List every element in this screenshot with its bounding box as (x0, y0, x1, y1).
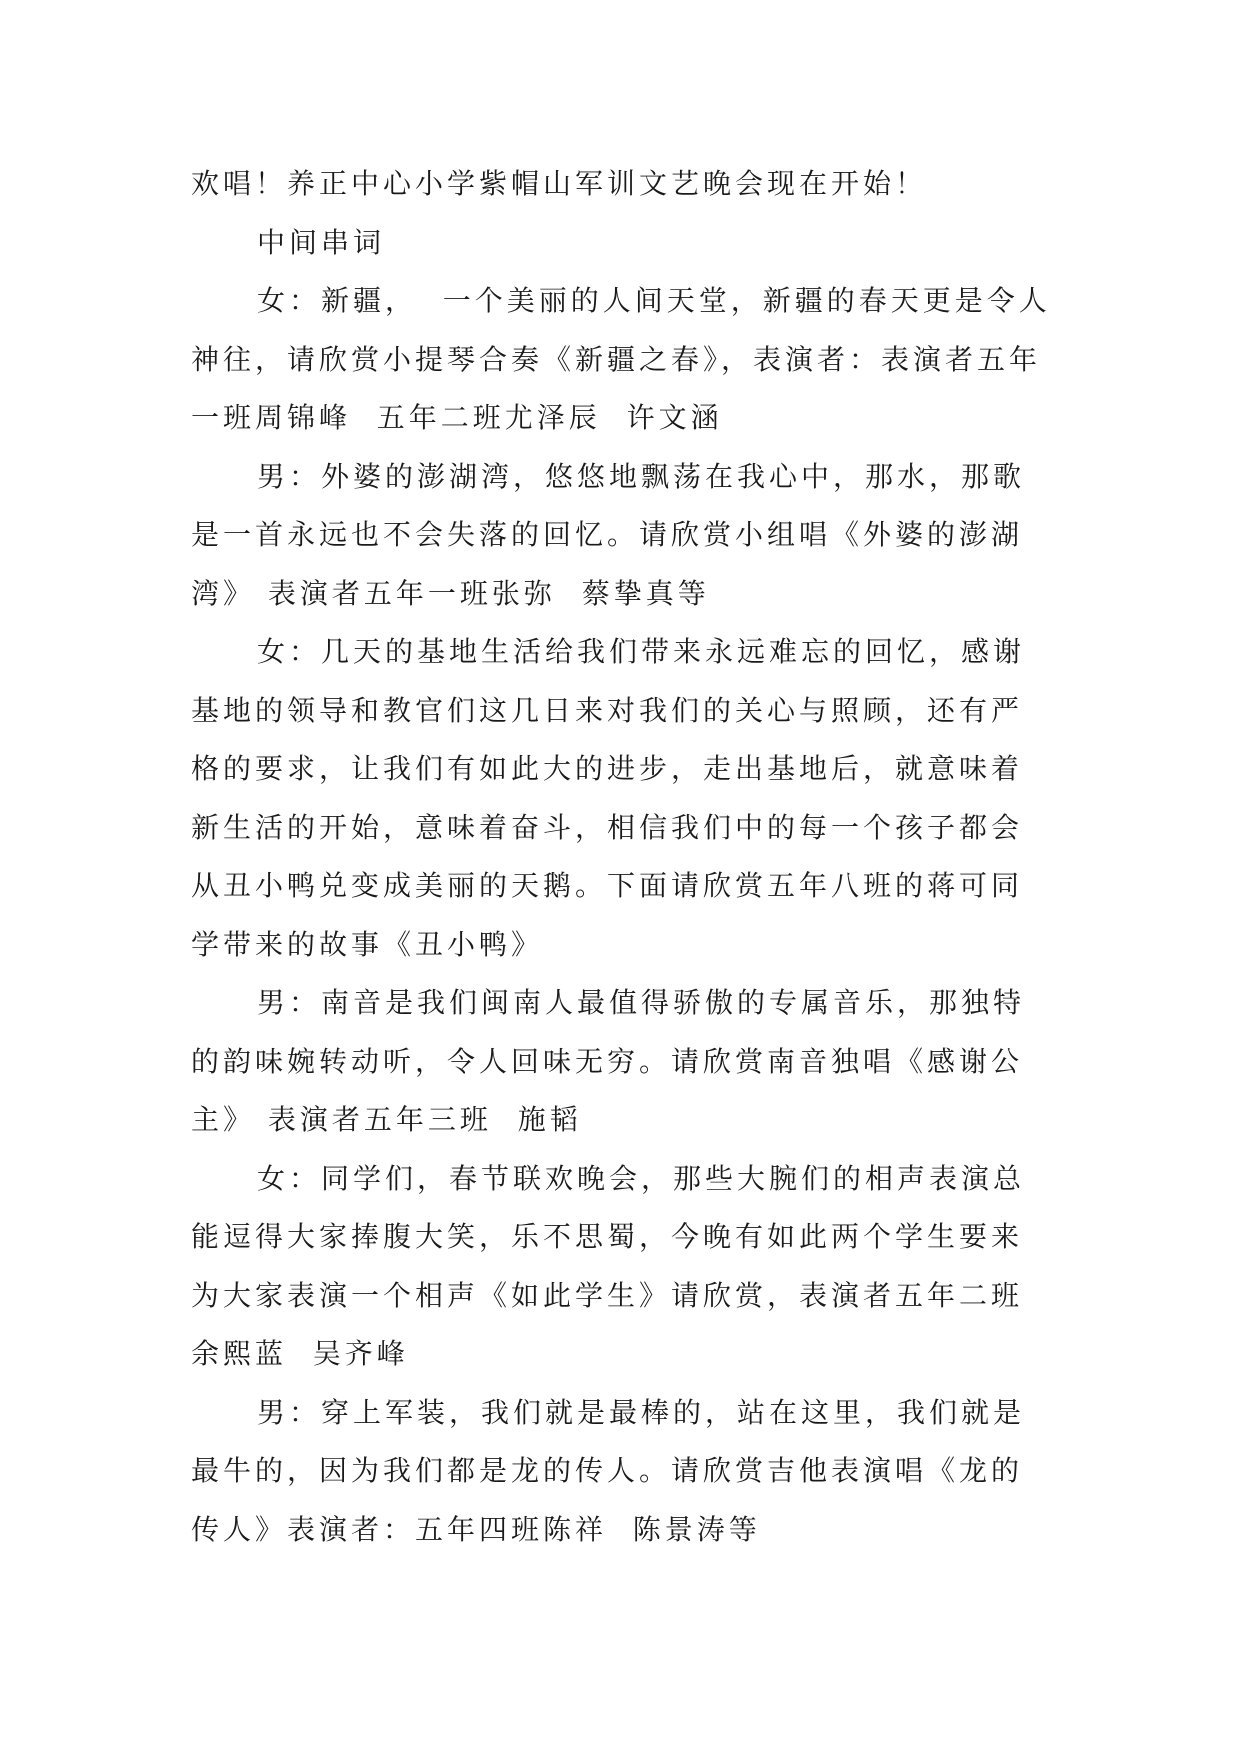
paragraph-male-nanyin: 男：南音是我们闽南人最值得骄傲的专属音乐，那独特的韵味婉转动听，令人回味无穷。请欣赏南音独唱《感谢公主》 表演者五年三班 施韬 (191, 986, 1026, 1136)
paragraph-female-xinjiang: 女：新疆， 一个美丽的人间天堂，新疆的春天更是令人神往，请欣赏小提琴合奏《新疆之春》，表演者：表演者五年一班周锦峰 五年二班尤泽辰 许文涵 (191, 284, 1051, 434)
paragraph-male-dragon: 男：穿上军装，我们就是最棒的，站在这里，我们就是最牛的，因为我们都是龙的传人。请欣赏吉他表演唱《龙的传人》表演者：五年四班陈祥 陈景涛等 (191, 1395, 1026, 1546)
document-page (191, 155, 1051, 1559)
section-heading: 中间串词 (257, 225, 386, 259)
paragraph-opening-line: 欢唱！养正中心小学紫帽山军训文艺晚会现在开始！ (191, 167, 928, 200)
paragraph-male-penghu-bay: 男：外婆的澎湖湾，悠悠地飘荡在我心中，那水，那歌是一首永远也不会失落的回忆。请欣赏小组唱《外婆的澎湖湾》 表演者五年一班张弥 蔡挚真等 (191, 459, 1026, 610)
paragraph-female-crosstalk: 女：同学们，春节联欢晚会，那些大腕们的相声表演总能逗得大家捧腹大笑，乐不思蜀，今晚有如此两个学生要来为大家表演一个相声《如此学生》请欣赏，表演者五年二班余熙蓝 吴齐峰 (191, 1161, 1026, 1370)
paragraph-female-base-life: 女：几天的基地生活给我们带来永远难忘的回忆，感谢基地的领导和教官们这几日来对我们的关心与照顾，还有严格的要求，让我们有如此大的进步，走出基地后，就意味着新生活的开始，意味着奋斗，相信我们中的每一个孩子都会从丑小鸭兑变成美丽的天鹅。下面请欣赏五年八班的蒋可同学带来的故事《丑小鸭》 (191, 635, 1026, 961)
